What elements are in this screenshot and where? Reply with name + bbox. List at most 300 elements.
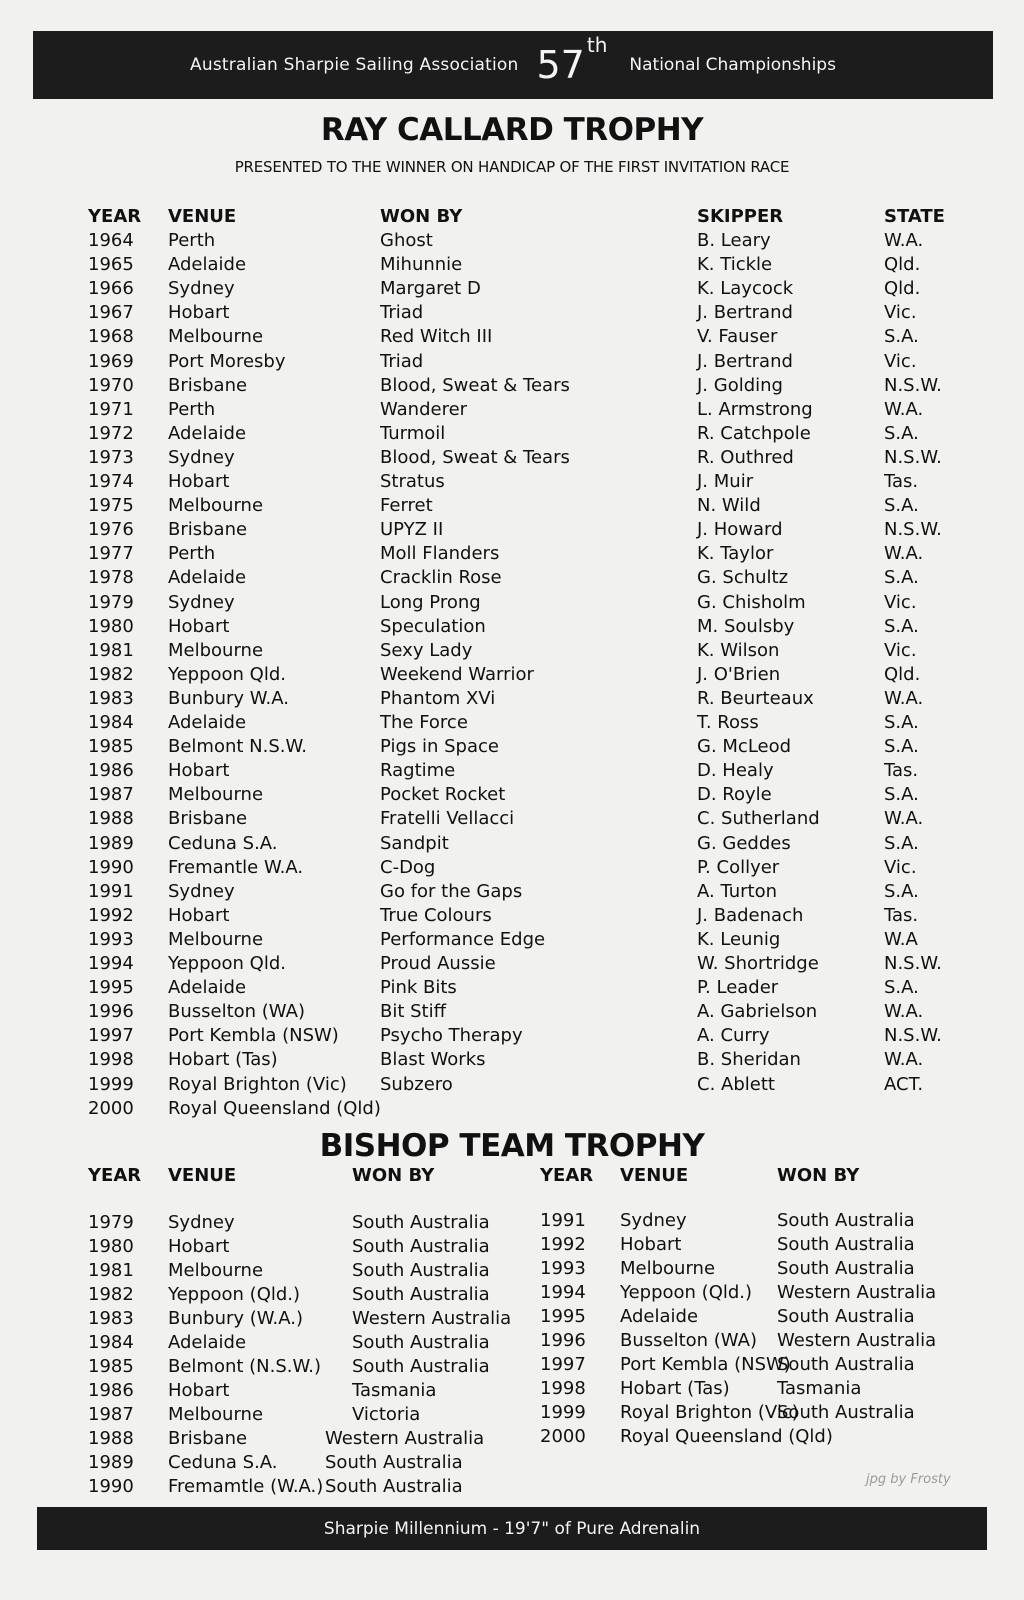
cell-year: 1985 (88, 1356, 134, 1377)
cell-skipper: T. Ross (697, 712, 759, 733)
cell-skipper: P. Leader (697, 977, 779, 999)
cell-venue: Adelaide (168, 712, 247, 733)
cell-venue: Ceduna S.A. (168, 832, 278, 854)
cell-year: 1973 (88, 446, 134, 468)
cell-year: 1999 (88, 1073, 134, 1095)
cell-venue: Adelaide (168, 254, 247, 276)
cell-skipper: J. O'Brien (697, 663, 781, 685)
cell-state: W.A. (884, 1001, 924, 1023)
cell-won-by: Turmoil (380, 422, 446, 444)
cell-state: N.S.W. (884, 374, 942, 396)
cell-state: Vic. (884, 350, 917, 372)
cell-won-by: Triad (380, 350, 424, 372)
table-row (0, 1426, 1024, 1450)
cell-year: 1982 (88, 663, 134, 685)
cell-year: 1990 (88, 1476, 134, 1497)
cell-won-by: South Australia (325, 1476, 463, 1497)
cell-state: Tas. (884, 904, 919, 926)
cell-skipper: C. Ablett (697, 1073, 775, 1095)
cell-year: 1997 (88, 1025, 134, 1047)
cell-year: 1980 (88, 615, 134, 637)
cell-year: 1979 (88, 1212, 134, 1233)
cell-year: 1969 (88, 350, 134, 372)
championship-number-value: 57 (536, 43, 585, 87)
cell-year: 1968 (88, 326, 134, 348)
col-skipper-header: SKIPPER (697, 206, 784, 227)
cell-skipper: A. Gabrielson (697, 1001, 818, 1023)
cell-venue: Hobart (Tas) (168, 1049, 278, 1071)
cell-skipper: A. Turton (697, 880, 777, 902)
cell-year: 1975 (88, 495, 134, 517)
cell-venue: Yeppoon (Qld.) (168, 1284, 301, 1305)
cell-year: 1967 (88, 302, 134, 324)
cell-venue: Ceduna S.A. (168, 1452, 278, 1473)
cell-venue: Hobart (Tas) (620, 1378, 730, 1399)
cell-won-by: Cracklin Rose (380, 567, 502, 589)
cell-won-by: Triad (380, 302, 424, 324)
cell-year: 1979 (88, 591, 134, 613)
cell-state: S.A. (884, 567, 919, 589)
cell-year: 1983 (88, 1308, 134, 1329)
table-row (0, 1210, 1024, 1234)
cell-won-by: Go for the Gaps (380, 880, 523, 902)
cell-year: 1974 (88, 471, 134, 492)
cell-year: 1993 (540, 1258, 586, 1279)
cell-won-by: Bit Stiff (380, 1001, 447, 1023)
table-row (0, 1234, 1024, 1258)
cell-won-by: UPYZ II (380, 519, 444, 541)
cell-year: 1984 (88, 712, 134, 733)
ray-callard-subtitle: PRESENTED TO THE WINNER ON HANDICAP OF THE FIRST INVITATION RACE (234, 158, 790, 176)
cell-venue: Busselton (WA) (620, 1330, 757, 1351)
cell-won-by: Performance Edge (380, 928, 546, 950)
cell-skipper: W. Shortridge (697, 953, 819, 974)
cell-skipper: M. Soulsby (697, 615, 795, 637)
table-row (0, 543, 1024, 567)
col-won-by-header: WON BY (380, 206, 463, 227)
cell-skipper: P. Collyer (697, 856, 780, 878)
table-row (0, 736, 1024, 760)
cell-venue: Fremantle W.A. (168, 856, 304, 878)
cell-won-by: Western Australia (777, 1282, 937, 1303)
championship-number (536, 33, 608, 87)
cell-venue: Adelaide (620, 1306, 699, 1327)
cell-state: S.A. (884, 495, 919, 517)
table-row (0, 471, 1024, 495)
table-row (0, 929, 1024, 953)
cell-venue: Melbourne (620, 1258, 716, 1279)
cell-venue: Melbourne (168, 495, 264, 517)
cell-won-by: Pocket Rocket (380, 784, 506, 806)
table-row (0, 423, 1024, 447)
cell-won-by: Tasmania (352, 1380, 437, 1401)
cell-year: 1977 (88, 543, 134, 565)
table-row (0, 784, 1024, 808)
cell-year: 1992 (88, 904, 134, 926)
table-row (0, 1049, 1024, 1073)
cell-year: 1983 (88, 687, 134, 709)
cell-venue: Yeppoon (Qld.) (620, 1282, 753, 1303)
cell-won-by: The Force (380, 712, 468, 733)
cell-won-by: South Australia (352, 1356, 490, 1377)
cell-year: 1976 (88, 519, 134, 541)
cell-state: Tas. (884, 760, 919, 782)
cell-venue: Busselton (WA) (168, 1001, 305, 1023)
cell-venue: Royal Brighton (Vic) (168, 1073, 347, 1095)
cell-year: 1966 (88, 278, 134, 300)
table-row (0, 230, 1024, 254)
cell-won-by: Red Witch III (380, 326, 493, 348)
table-row (0, 1402, 1024, 1426)
table-row (0, 760, 1024, 784)
cell-skipper: J. Howard (697, 519, 783, 541)
cell-won-by: Subzero (380, 1073, 453, 1095)
bishop-title: BISHOP TEAM TROPHY (319, 1128, 705, 1164)
cell-venue: Fremamtle (W.A.) (168, 1476, 324, 1497)
cell-skipper: L. Armstrong (697, 398, 813, 420)
cell-won-by: Long Prong (380, 591, 481, 613)
bishop-col-year-header-2: YEAR (540, 1165, 594, 1186)
table-row (0, 351, 1024, 375)
cell-state: Qld. (884, 663, 921, 685)
table-row (0, 1378, 1024, 1402)
table-row (0, 664, 1024, 688)
cell-year: 1998 (88, 1049, 134, 1071)
cell-skipper: J. Bertrand (697, 350, 793, 372)
cell-won-by: South Australia (777, 1258, 915, 1279)
table-row (0, 254, 1024, 278)
cell-won-by: Blood, Sweat & Tears (380, 446, 570, 468)
cell-venue: Melbourne (168, 928, 264, 950)
cell-state: Vic. (884, 856, 917, 878)
table-row (0, 278, 1024, 302)
cell-skipper: R. Catchpole (697, 422, 811, 444)
cell-won-by: Sexy Lady (380, 639, 473, 661)
cell-skipper: D. Healy (697, 760, 774, 782)
table-row (0, 375, 1024, 399)
cell-skipper: K. Wilson (697, 639, 780, 661)
cell-venue: Sydney (168, 278, 235, 300)
ray-callard-header-row (0, 206, 1024, 230)
table-row (0, 1282, 1024, 1306)
table-row (0, 1001, 1024, 1025)
cell-won-by: South Australia (352, 1284, 490, 1305)
cell-venue: Melbourne (168, 639, 264, 661)
cell-year: 1971 (88, 398, 134, 420)
cell-state: S.A. (884, 880, 919, 902)
table-row (0, 1306, 1024, 1330)
cell-skipper: B. Leary (697, 230, 771, 251)
cell-won-by: Western Australia (352, 1308, 512, 1329)
table-row (0, 977, 1024, 1001)
cell-state: Vic. (884, 639, 917, 661)
bishop-col-venue-header: VENUE (168, 1165, 237, 1186)
cell-won-by: Ragtime (380, 760, 456, 782)
cell-skipper: G. Geddes (697, 832, 791, 854)
cell-skipper: C. Sutherland (697, 808, 820, 830)
cell-state: S.A. (884, 784, 919, 806)
cell-won-by: Ghost (380, 230, 433, 251)
cell-venue: Brisbane (168, 1428, 248, 1449)
cell-year: 1987 (88, 784, 134, 806)
cell-state: N.S.W. (884, 519, 942, 541)
table-row (0, 640, 1024, 664)
table-row (0, 1098, 1024, 1122)
table-row (0, 1074, 1024, 1098)
cell-venue: Perth (168, 230, 216, 251)
bishop-col-won-by-header-2: WON BY (777, 1165, 860, 1186)
cell-won-by: South Australia (352, 1332, 490, 1353)
cell-venue: Port Moresby (168, 350, 286, 372)
col-venue-header: VENUE (168, 206, 237, 227)
cell-venue: Bunbury (W.A.) (168, 1308, 303, 1329)
table-row (0, 616, 1024, 640)
table-row (0, 567, 1024, 591)
cell-year: 1964 (88, 230, 134, 251)
cell-won-by: Western Australia (325, 1428, 485, 1449)
table-row (0, 881, 1024, 905)
cell-year: 1998 (540, 1378, 586, 1399)
cell-venue: Hobart (168, 760, 230, 782)
cell-won-by: Psycho Therapy (380, 1025, 523, 1047)
cell-state: W.A. (884, 687, 924, 709)
cell-venue: Adelaide (168, 422, 247, 444)
cell-venue: Sydney (168, 1212, 235, 1233)
cell-year: 1996 (88, 1001, 134, 1023)
table-row (0, 1330, 1024, 1354)
table-row (0, 1354, 1024, 1378)
cell-year: 1999 (540, 1402, 586, 1423)
header-banner (33, 31, 993, 99)
cell-won-by: South Australia (777, 1354, 915, 1375)
cell-won-by: South Australia (777, 1402, 915, 1423)
cell-year: 1965 (88, 254, 134, 276)
cell-venue: Sydney (168, 446, 235, 468)
table-row (0, 953, 1024, 977)
table-row (0, 905, 1024, 929)
cell-venue: Adelaide (168, 977, 247, 999)
cell-venue: Perth (168, 543, 216, 565)
cell-year: 1987 (88, 1404, 134, 1425)
cell-state: Qld. (884, 254, 921, 276)
cell-year: 1972 (88, 422, 134, 444)
cell-venue: Port Kembla (NSW) (620, 1354, 791, 1375)
cell-venue: Melbourne (168, 326, 264, 348)
cell-won-by: South Australia (325, 1452, 463, 1473)
cell-venue: Hobart (620, 1234, 682, 1255)
cell-won-by: Weekend Warrior (380, 663, 534, 685)
cell-venue: Melbourne (168, 784, 264, 806)
cell-venue: Brisbane (168, 519, 248, 541)
cell-state: Qld. (884, 278, 921, 300)
cell-won-by: Phantom XVi (380, 687, 496, 709)
cell-year: 1995 (540, 1306, 586, 1327)
table-row (0, 857, 1024, 881)
cell-won-by: Stratus (380, 471, 445, 492)
cell-state: Tas. (884, 471, 919, 492)
footer-text: Sharpie Millennium - 19'7" of Pure Adrenalin (323, 1518, 701, 1539)
cell-venue: Adelaide (168, 567, 247, 589)
cell-venue: Bunbury W.A. (168, 687, 289, 709)
table-row (0, 833, 1024, 857)
cell-venue: Yeppoon Qld. (168, 663, 287, 685)
cell-skipper: J. Muir (697, 471, 754, 492)
cell-year: 1988 (88, 1428, 134, 1449)
cell-won-by: South Australia (352, 1260, 490, 1281)
cell-year: 1993 (88, 928, 134, 950)
cell-venue: Sydney (168, 880, 235, 902)
cell-state: W.A. (884, 543, 924, 565)
table-row (0, 399, 1024, 423)
cell-won-by: South Australia (777, 1234, 915, 1255)
cell-year: 1994 (540, 1282, 586, 1303)
cell-venue: Sydney (168, 591, 235, 613)
cell-venue: Hobart (168, 302, 230, 324)
cell-year: 1992 (540, 1234, 586, 1255)
cell-state: W.A. (884, 398, 924, 420)
cell-won-by: South Australia (777, 1210, 915, 1231)
cell-skipper: K. Laycock (697, 278, 794, 300)
cell-won-by: Pigs in Space (380, 736, 499, 758)
bishop-col-won-by-header: WON BY (352, 1165, 435, 1186)
table-row (0, 1258, 1024, 1282)
cell-won-by: Pink Bits (380, 977, 457, 999)
cell-year: 1991 (88, 880, 134, 902)
cell-year: 1997 (540, 1354, 586, 1375)
cell-skipper: G. Chisholm (697, 591, 806, 613)
cell-won-by: Blast Works (380, 1049, 486, 1071)
cell-state: S.A. (884, 615, 919, 637)
cell-year: 2000 (540, 1426, 586, 1447)
footer-banner (37, 1507, 987, 1550)
cell-year: 1970 (88, 374, 134, 396)
table-row (0, 1025, 1024, 1049)
cell-year: 1988 (88, 808, 134, 830)
cell-won-by: Victoria (352, 1404, 421, 1425)
cell-venue: Melbourne (168, 1404, 264, 1425)
cell-skipper: A. Curry (697, 1025, 770, 1047)
cell-won-by: Moll Flanders (380, 543, 500, 565)
cell-venue: Hobart (168, 1236, 230, 1257)
cell-year: 1994 (88, 953, 134, 974)
cell-venue: Adelaide (168, 1332, 247, 1353)
cell-year: 1996 (540, 1330, 586, 1351)
cell-year: 1978 (88, 567, 134, 589)
cell-won-by: Margaret D (380, 278, 481, 300)
cell-won-by: South Australia (352, 1236, 490, 1257)
cell-state: N.S.W. (884, 1025, 942, 1047)
cell-won-by: C-Dog (380, 856, 436, 878)
association-name: Australian Sharpie Sailing Association (190, 55, 519, 75)
cell-skipper: K. Taylor (697, 543, 774, 565)
table-row (0, 592, 1024, 616)
cell-venue: Sydney (620, 1210, 687, 1231)
cell-state: S.A. (884, 422, 919, 444)
cell-state: S.A. (884, 977, 919, 999)
cell-year: 1989 (88, 1452, 134, 1473)
championship-ordinal: th (586, 33, 608, 58)
cell-venue: Port Kembla (NSW) (168, 1025, 339, 1047)
col-year-header: YEAR (88, 206, 142, 227)
cell-year: 1981 (88, 639, 134, 661)
ray-callard-title: RAY CALLARD TROPHY (320, 112, 704, 148)
cell-won-by: Tasmania (777, 1378, 862, 1399)
cell-venue: Perth (168, 398, 216, 420)
cell-state: S.A. (884, 736, 919, 758)
cell-skipper: R. Beurteaux (697, 687, 814, 709)
table-row (0, 712, 1024, 736)
cell-skipper: B. Sheridan (697, 1049, 801, 1071)
cell-won-by: South Australia (352, 1212, 490, 1233)
cell-year: 1981 (88, 1260, 134, 1281)
cell-year: 1991 (540, 1210, 586, 1231)
col-state-header: STATE (884, 206, 945, 227)
cell-state: W.A. (884, 1049, 924, 1071)
cell-venue: Hobart (168, 904, 230, 926)
cell-skipper: D. Royle (697, 784, 772, 806)
cell-venue: Royal Queensland (Qld) (620, 1426, 833, 1447)
event-name: National Championships (629, 55, 836, 75)
cell-state: W.A (884, 928, 918, 950)
cell-won-by: Mihunnie (380, 254, 463, 276)
cell-year: 1986 (88, 1380, 134, 1401)
cell-venue: Hobart (168, 471, 230, 492)
cell-skipper: J. Bertrand (697, 302, 793, 324)
cell-year: 1985 (88, 736, 134, 758)
cell-skipper: R. Outhred (697, 446, 794, 468)
cell-year: 1990 (88, 856, 134, 878)
cell-venue: Hobart (168, 615, 230, 637)
cell-won-by: Ferret (380, 495, 433, 517)
cell-year: 1984 (88, 1332, 134, 1353)
bishop-col-year-header: YEAR (88, 1165, 142, 1186)
cell-skipper: K. Leunig (697, 928, 781, 950)
cell-year: 1982 (88, 1284, 134, 1305)
cell-won-by: Blood, Sweat & Tears (380, 374, 570, 396)
cell-state: S.A. (884, 326, 919, 348)
cell-year: 1995 (88, 977, 134, 999)
cell-venue: Royal Queensland (Qld) (168, 1097, 381, 1119)
cell-venue: Royal Brighton (Vic) (620, 1402, 799, 1423)
cell-year: 1989 (88, 832, 134, 854)
table-row (0, 326, 1024, 350)
cell-won-by: Speculation (380, 615, 486, 637)
cell-won-by: Fratelli Vellacci (380, 808, 515, 830)
table-row (0, 808, 1024, 832)
cell-state: S.A. (884, 712, 919, 733)
cell-venue: Brisbane (168, 808, 248, 830)
cell-year: 1980 (88, 1236, 134, 1257)
cell-state: W.A. (884, 230, 924, 251)
cell-state: W.A. (884, 808, 924, 830)
cell-venue: Brisbane (168, 374, 248, 396)
cell-won-by: True Colours (380, 904, 492, 926)
table-row (0, 495, 1024, 519)
cell-skipper: N. Wild (697, 495, 761, 517)
cell-state: Vic. (884, 302, 917, 324)
photo-credit: jpg by Frosty (866, 1472, 951, 1487)
cell-skipper: G. McLeod (697, 736, 792, 758)
cell-won-by: Sandpit (380, 832, 449, 854)
cell-skipper: G. Schultz (697, 567, 789, 589)
cell-state: S.A. (884, 832, 919, 854)
cell-skipper: J. Badenach (697, 904, 804, 926)
table-row (0, 447, 1024, 471)
cell-skipper: K. Tickle (697, 254, 773, 276)
cell-state: N.S.W. (884, 953, 942, 974)
bishop-header-row (0, 1165, 1024, 1189)
cell-venue: Belmont N.S.W. (168, 736, 307, 758)
